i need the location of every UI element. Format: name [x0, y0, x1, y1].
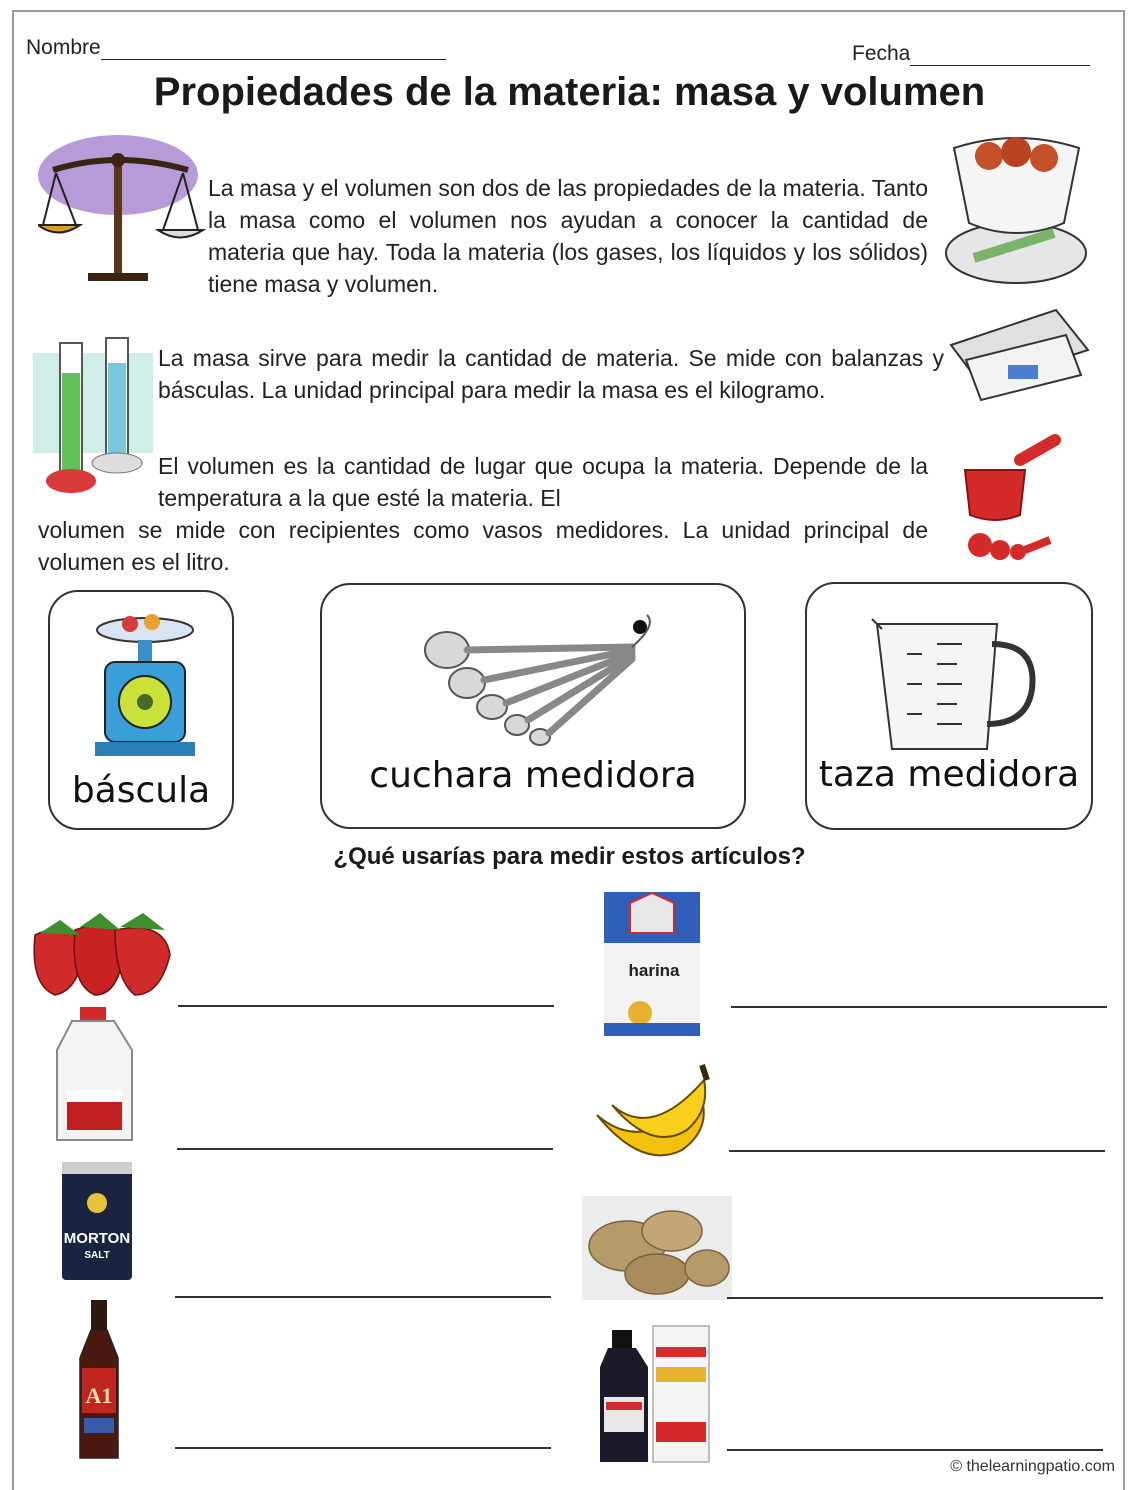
answer-line-salt[interactable]: [175, 1296, 551, 1298]
kitchen-scale-icon: [944, 128, 1089, 288]
paragraph-volume-b: volumen se mide con recipientes como vasos medidores. La unidad principal de volumen es el litro.: [38, 517, 928, 575]
strawberries-icon: [25, 905, 175, 1000]
card-label-cuchara-medidora: cuchara medidora: [369, 755, 697, 796]
card-bascula: [48, 590, 234, 830]
card-taza-medidora: [805, 582, 1093, 830]
card-label-taza-medidora: taza medidora: [818, 754, 1080, 795]
red-measuring-cups-icon: [940, 430, 1065, 575]
paragraph-volume-a: El volumen es la cantidad de lugar que ocupa la materia. Depende de la temperatura a la que esté la materia. El: [158, 453, 928, 511]
date-field[interactable]: [852, 42, 1090, 66]
salt-brand-label: MORTON: [63, 1230, 131, 1247]
graduated-cylinders-icon: [28, 333, 156, 498]
answer-line-strawberries[interactable]: [178, 1005, 554, 1007]
card-label-bascula: báscula: [71, 770, 211, 811]
flour-bag-icon: [600, 888, 704, 1040]
answer-line-flour[interactable]: [731, 1006, 1107, 1008]
potatoes-icon: [582, 1196, 732, 1300]
answer-line-milk[interactable]: [177, 1148, 553, 1150]
bananas-icon: [592, 1060, 714, 1165]
date-underline: [910, 43, 1090, 66]
page-title: Propiedades de la materia: masa y volumen: [153, 70, 986, 114]
salt-container-icon: [58, 1158, 136, 1283]
paragraph-intro: La masa y el volumen son dos de las propiedades de la materia. Tanto la masa como el volumen nos ayudan a conocer la cantidad de materia que hay. Toda la materia (los gases, los líquidos y los sólidos) tiene masa y volumen.: [208, 175, 928, 297]
flour-label: harina: [628, 961, 680, 980]
measuring-cup-icon: [867, 614, 1037, 754]
digital-scale-icon: [946, 305, 1091, 405]
balance-scale-icon: [38, 135, 208, 285]
scale-icon: [90, 612, 200, 762]
answer-line-sauce[interactable]: [175, 1447, 551, 1449]
name-label: Nombre: [26, 36, 101, 59]
answer-line-bananas[interactable]: [729, 1150, 1105, 1152]
paragraph-mass: La masa sirve para medir la cantidad de materia. Se mide con balanzas y básculas. La unidad principal para medir la masa es el kilogramo.: [158, 345, 944, 403]
answer-line-syrup[interactable]: [727, 1449, 1103, 1451]
question-heading: ¿Qué usarías para medir estos artículos?: [333, 843, 806, 870]
name-field[interactable]: [26, 36, 446, 60]
sauce-bottle-icon: [76, 1298, 122, 1463]
measuring-spoons-icon: [422, 605, 662, 755]
salt-sub-label: SALT: [84, 1250, 110, 1261]
cough-syrup-icon: [598, 1322, 713, 1467]
date-label: Fecha: [852, 42, 911, 65]
card-cuchara-medidora: [320, 583, 746, 829]
sauce-brand-label: A1: [85, 1383, 113, 1408]
milk-jug-icon: [52, 1005, 136, 1145]
answer-line-potatoes[interactable]: [727, 1297, 1103, 1299]
copyright-footer: © thelearningpatio.com: [950, 1458, 1115, 1475]
name-underline: [101, 37, 446, 60]
